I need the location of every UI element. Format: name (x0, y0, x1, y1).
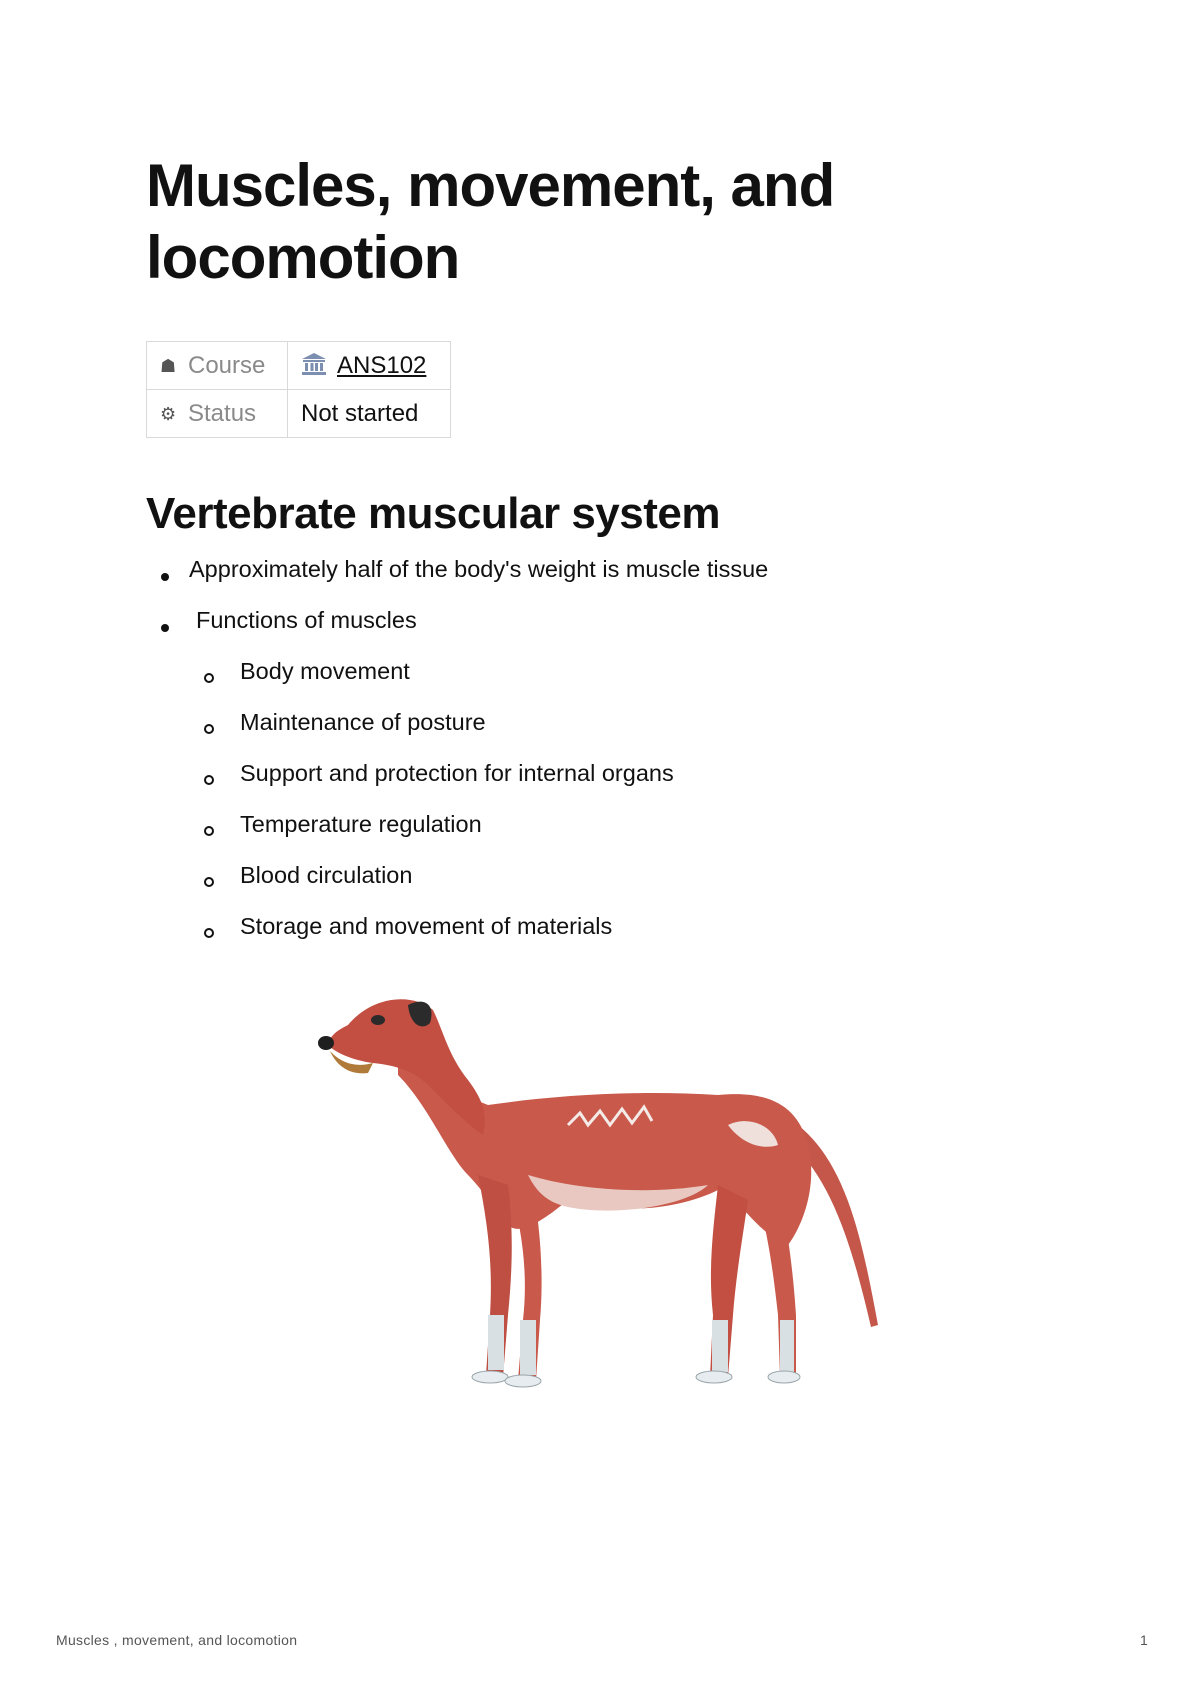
list-item: Functions of muscles (196, 607, 417, 633)
institution-icon (301, 352, 327, 376)
property-label-status: Status (188, 399, 257, 427)
sub-bullet-circle (204, 877, 214, 887)
property-key-status (147, 390, 288, 438)
property-value-status[interactable] (288, 390, 451, 438)
property-label-course: Course (188, 351, 266, 379)
course-icon: ☗ (160, 355, 177, 376)
bullet-dot (161, 624, 169, 632)
sub-bullet-circle (204, 673, 214, 683)
property-value-course[interactable] (288, 342, 451, 390)
sub-bullet-circle (204, 826, 214, 836)
sub-list-item: Maintenance of posture (240, 709, 486, 735)
bullet-dot (161, 573, 169, 581)
section-heading: Vertebrate muscular system (146, 489, 720, 538)
sub-bullet-circle (204, 724, 214, 734)
sub-list-item: Temperature regulation (240, 811, 482, 837)
property-key-course (147, 342, 288, 390)
sub-list-item: Blood circulation (240, 862, 413, 888)
course-link[interactable]: ANS102 (337, 351, 427, 379)
dog-muscle-illustration (318, 985, 884, 1425)
sub-list-item: Storage and movement of materials (240, 913, 613, 939)
sub-list-item: Body movement (240, 658, 410, 684)
page-title: Muscles, movement, and locomotion (146, 152, 835, 291)
properties-table (146, 341, 451, 438)
footer-doc-title: Muscles , movement, and locomotion (56, 1632, 298, 1648)
sub-bullet-circle (204, 928, 214, 938)
property-row-status (147, 390, 451, 438)
property-row-course (147, 342, 451, 390)
footer-page-number: 1 (1140, 1632, 1148, 1648)
list-item: Approximately half of the body's weight is muscle tissue (189, 556, 769, 582)
sub-bullet-circle (204, 775, 214, 785)
status-value: Not started (301, 399, 419, 427)
status-icon: ⚙ (160, 403, 177, 424)
sub-list-item: Support and protection for internal organs (240, 760, 674, 786)
